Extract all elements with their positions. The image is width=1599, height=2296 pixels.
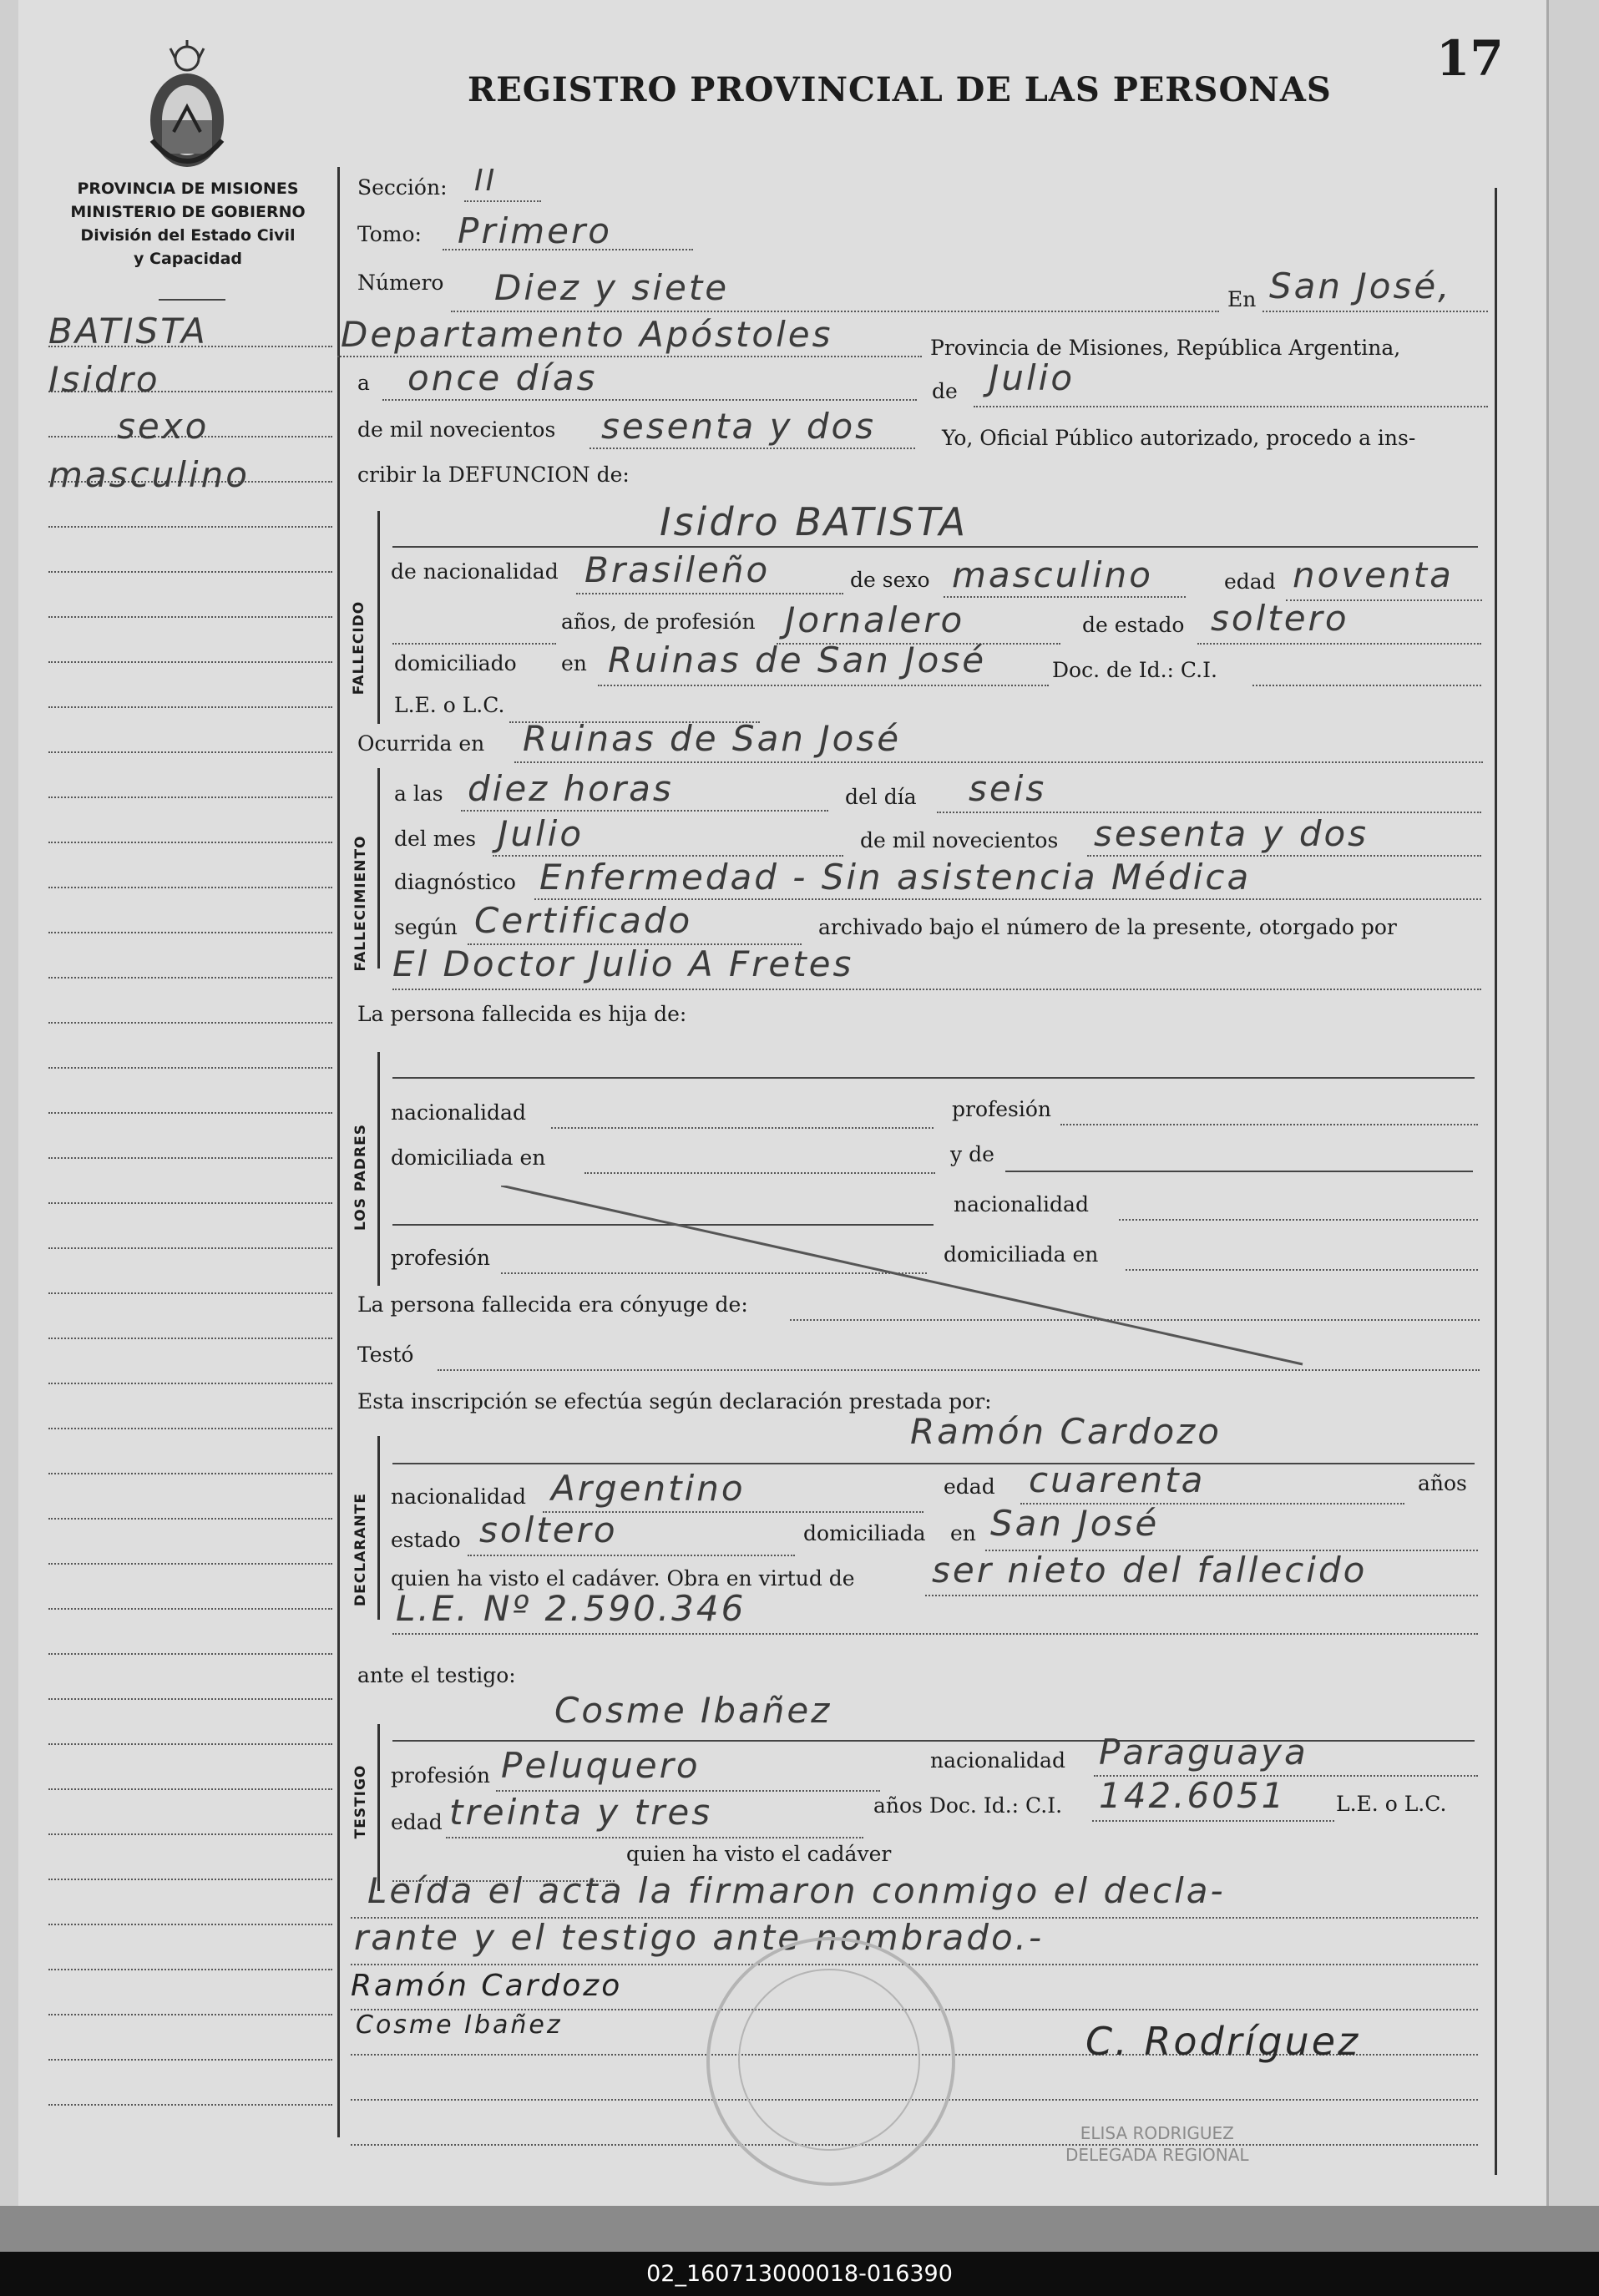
label-tomo: Tomo:: [357, 222, 422, 246]
cierre-line-2: [351, 1964, 1478, 1965]
stamp-name: ELISA RODRIGUEZ: [1080, 2123, 1234, 2143]
label-de: de: [932, 379, 958, 403]
issuer-block: [42, 177, 334, 271]
value-anio: sesenta y dos: [601, 406, 877, 447]
label-ante-testigo: ante el testigo:: [357, 1663, 516, 1687]
label-de-mil: de mil novecientos: [357, 417, 556, 442]
issuer-ministry: MINISTERIO DE GOBIERNO: [70, 203, 306, 221]
label-cribir: cribir la DEFUNCION de:: [357, 463, 630, 487]
margin-ruled-line: [48, 1833, 332, 1835]
label-padres-nacionalidad: nacionalidad: [391, 1100, 526, 1125]
padre-nacionalidad-line: [551, 1127, 934, 1129]
label-oficial: Yo, Oficial Público autorizado, procedo a ins-: [942, 426, 1416, 450]
margin-ruled-line: [48, 751, 332, 753]
signature-declarante: Ramón Cardozo: [351, 1969, 623, 2003]
label-fallecimiento: FALLECIMIENTO: [352, 835, 369, 972]
margin-ruled-line: [48, 2059, 332, 2061]
issuer-capacity: y Capacidad: [134, 250, 242, 268]
coat-of-arms-icon: [140, 40, 234, 174]
issuer-division: División del Estado Civil: [80, 226, 296, 245]
nombre-line: [392, 546, 1478, 548]
value-otorgado: El Doctor Julio A Fretes: [392, 943, 854, 984]
margin-ruled-line: [48, 1202, 332, 1204]
label-en: En: [1227, 287, 1257, 311]
margin-ruled-line: [48, 1653, 332, 1655]
label-testo: Testó: [357, 1343, 414, 1367]
issuer-underline: [159, 299, 225, 301]
declarante-bracket: [377, 1436, 380, 1620]
value-cierre-2: rante y el testigo ante nombrado.-: [354, 1917, 1045, 1958]
cancel-stroke: [501, 1186, 1319, 1378]
margin-ruled-line: [48, 616, 332, 618]
value-tomo: Primero: [458, 210, 612, 251]
label-del-mes: del mes: [394, 827, 477, 851]
label-madre-nacionalidad: nacionalidad: [954, 1192, 1089, 1216]
label-diagnostico: diagnóstico: [394, 870, 516, 894]
label-a: a: [357, 371, 370, 395]
label-archivado: archivado bajo el número de la presente, otorgado por: [818, 915, 1397, 939]
label-inscripcion: Esta inscripción se efectúa según declaración prestada por:: [357, 1389, 992, 1414]
t-edad-line: [446, 1837, 863, 1838]
label-de-sexo: de sexo: [850, 568, 930, 592]
estado-line: [1197, 643, 1481, 645]
numero-line: [451, 311, 1219, 312]
value-en-lugar: San José,: [1269, 266, 1452, 306]
label-madre-profesion: profesión: [391, 1246, 491, 1270]
label-decl-estado: estado: [391, 1528, 461, 1552]
label-t-nacionalidad: nacionalidad: [930, 1748, 1065, 1773]
margin-ruled-line: [48, 1788, 332, 1790]
label-a-las: a las: [394, 781, 443, 806]
label-ocurrida: Ocurrida en: [357, 731, 485, 756]
testigo-bracket: [377, 1724, 380, 1891]
seccion-line: [464, 200, 541, 202]
margin-ruled-line: [48, 661, 332, 663]
value-estado: soltero: [1211, 598, 1349, 639]
margin-ruled-line: [48, 1698, 332, 1700]
margin-separator: [337, 167, 340, 2137]
value-t-profesion: Peluquero: [501, 1745, 701, 1786]
margin-ruled-line: [48, 1022, 332, 1024]
value-decl-edad: cuarenta: [1029, 1459, 1206, 1500]
value-ocurrida: Ruinas de San José: [523, 718, 902, 759]
label-del-dia: del día: [845, 785, 917, 809]
margin-ruled-line: [48, 1924, 332, 1925]
label-madre-domiciliada: domiciliada en: [944, 1242, 1099, 1267]
value-cierre-1: Leída el acta la firmaron conmigo el decla-: [367, 1870, 1226, 1911]
label-t-anos-doc: años Doc. Id.: C.I.: [873, 1793, 1063, 1818]
margin-ruled-line: [48, 932, 332, 933]
value-dia: seis: [969, 768, 1047, 809]
margin-ruled-line: [48, 1067, 332, 1069]
hora-line: [461, 810, 828, 812]
margin-ruled-line: [48, 1563, 332, 1565]
value-departamento: Departamento Apóstoles: [341, 314, 833, 355]
margin-ruled-line: [48, 526, 332, 528]
margin-ruled-line: [48, 887, 332, 888]
label-cadaver: quien ha visto el cadáver. Obra en virtud de: [391, 1566, 855, 1591]
margin-ruled-line: [48, 571, 332, 573]
value-seccion: II: [474, 164, 498, 198]
margin-ruled-line: [48, 1338, 332, 1339]
label-declarante: DECLARANTE: [352, 1493, 369, 1606]
label-domiciliado: domiciliado: [394, 651, 517, 675]
margin-ruled-line: [48, 797, 332, 798]
label-numero: Número: [357, 271, 444, 295]
label-edad: edad: [1224, 569, 1276, 594]
margin-given-name: Isidro: [48, 359, 160, 400]
value-testigo: Cosme Ibañez: [554, 1690, 832, 1731]
official-seal-inner: [738, 1969, 920, 2151]
margin-ruled-line: [48, 2014, 332, 2015]
value-t-ci: 142.6051: [1099, 1775, 1287, 1816]
t-ci-line: [1092, 1820, 1334, 1822]
label-de-nacionalidad: de nacionalidad: [391, 559, 559, 584]
margin-sex-value: masculino: [48, 454, 250, 495]
value-decl-doc: L.E. Nº 2.590.346: [396, 1588, 746, 1629]
label-t-cadaver: quien ha visto el cadáver: [626, 1842, 892, 1866]
signature-testigo: Cosme Ibañez: [356, 2010, 563, 2040]
padre-domicilio-line: [584, 1172, 935, 1174]
page-number: 17: [1436, 30, 1504, 87]
decl-obra-line: [925, 1595, 1478, 1596]
value-dias: once días: [407, 357, 598, 398]
value-diagnostico: Enfermedad - Sin asistencia Médica: [539, 857, 1252, 898]
label-decl-en: en: [950, 1521, 976, 1545]
margin-ruled-line: [48, 1743, 332, 1745]
margin-ruled-line: [48, 1428, 332, 1429]
value-nombre: Isidro BATISTA: [660, 499, 969, 544]
right-border: [1495, 188, 1497, 2175]
margin-ruled-line: [48, 1969, 332, 1970]
fallecimiento-bracket: [377, 768, 380, 968]
label-t-edad: edad: [391, 1810, 443, 1834]
label-anos-profesion: años, de profesión: [561, 609, 756, 634]
label-conyuge: La persona fallecida era cónyuge de:: [357, 1292, 748, 1317]
issuer-province: PROVINCIA DE MISIONES: [77, 180, 299, 198]
padre-nombre-line: [392, 1077, 1475, 1079]
value-numero: Diez y siete: [494, 267, 730, 308]
value-mes: Julio: [989, 357, 1075, 398]
label-provincia: Provincia de Misiones, República Argentina,: [930, 336, 1401, 360]
margin-ruled-line: [48, 1473, 332, 1474]
margin-ruled-line: [48, 1383, 332, 1384]
value-decl-domicilio: San José: [990, 1503, 1160, 1544]
en-line: [1263, 311, 1488, 312]
value-decl-obra: ser nieto del fallecido: [932, 1550, 1368, 1591]
page-bottom-edge: [0, 2206, 1599, 2252]
margin-ruled-line: [48, 1157, 332, 1159]
fallecido-bracket: [377, 511, 380, 724]
label-de-mil-fallec: de mil novecientos: [860, 828, 1059, 852]
value-edad: noventa: [1293, 554, 1454, 595]
margin-ruled-line: [48, 1292, 332, 1294]
padre-profesion-line: [1060, 1124, 1478, 1125]
label-decl-anos: años: [1418, 1471, 1467, 1495]
doc-id-line: [1252, 685, 1481, 686]
signature-oficial: C. Rodríguez: [1085, 2019, 1361, 2064]
label-decl-domiciliada: domiciliada: [803, 1521, 926, 1545]
margin-ruled-line: [48, 1608, 332, 1610]
label-t-le-lc: L.E. o L.C.: [1336, 1792, 1447, 1816]
stamp-text: [1065, 2122, 1249, 2166]
decl-doc-line: [392, 1633, 1478, 1635]
testigo-nombre-line: [392, 1740, 1475, 1742]
value-anio-fallec: sesenta y dos: [1094, 813, 1369, 854]
margin-surname: BATISTA: [48, 311, 208, 351]
nacionalidad-line: [576, 593, 843, 594]
anos-line: [392, 643, 556, 645]
declarante-nombre-line: [392, 1463, 1475, 1464]
value-mes-fallec: Julio: [498, 813, 584, 854]
label-en-domicilio: en: [561, 651, 587, 675]
value-decl-estado: soltero: [479, 1510, 618, 1550]
padres-bracket: [377, 1052, 380, 1286]
margin-ruled-line: [48, 842, 332, 843]
value-decl-nacionalidad: Argentino: [551, 1468, 746, 1509]
value-nacionalidad: Brasileño: [584, 549, 771, 590]
label-fallecido: FALLECIDO: [351, 600, 367, 695]
label-testigo: TESTIGO: [352, 1764, 369, 1839]
document-id-footer: 02_160713000018-016390: [0, 2252, 1599, 2296]
value-domicilio: Ruinas de San José: [608, 640, 987, 680]
margin-ruled-line: [48, 1247, 332, 1249]
margin-sex-label: sexo: [117, 406, 210, 447]
domicilio-line: [598, 685, 1049, 686]
dias-line: [382, 399, 917, 401]
value-segun: Certificado: [474, 900, 693, 941]
value-profesion: Jornalero: [785, 599, 965, 640]
sexo-line: [944, 596, 1186, 598]
value-t-edad: treinta y tres: [449, 1792, 713, 1833]
label-segun: según: [394, 915, 458, 939]
value-hora: diez horas: [468, 768, 674, 809]
ocurrida-line: [514, 761, 1483, 763]
margin-ruled-line: [48, 977, 332, 979]
label-padres-domiciliada: domiciliada en: [391, 1145, 546, 1170]
label-padres: LOS PADRES: [352, 1124, 369, 1231]
value-declarante: Ramón Cardozo: [910, 1411, 1222, 1452]
margin-ruled-line: [48, 706, 332, 708]
madre-nombre-line: [1005, 1171, 1473, 1172]
otorgado-line: [392, 989, 1481, 990]
label-de-estado: de estado: [1082, 613, 1185, 637]
label-hija-de: La persona fallecida es hija de:: [357, 1002, 687, 1026]
label-seccion: Sección:: [357, 175, 448, 200]
margin-ruled-line: [48, 1879, 332, 1880]
value-t-nacionalidad: Paraguaya: [1099, 1732, 1308, 1773]
mes-line: [974, 406, 1488, 407]
label-le-lc: L.E. o L.C.: [394, 693, 505, 717]
anio-line: [590, 448, 915, 449]
margin-ruled-line: [48, 1112, 332, 1114]
value-sexo: masculino: [952, 554, 1153, 595]
label-doc-id: Doc. de Id.: C.I.: [1052, 658, 1217, 682]
margin-ruled-line: [48, 2104, 332, 2106]
label-t-profesion: profesión: [391, 1763, 491, 1788]
margin-ruled-line: [48, 1518, 332, 1520]
decl-estado-line: [468, 1555, 795, 1556]
registry-title: REGISTRO PROVINCIAL DE LAS PERSONAS: [468, 70, 1332, 109]
label-y-de: y de: [950, 1142, 994, 1166]
label-padres-profesion: profesión: [952, 1097, 1052, 1121]
stamp-role: DELEGADA REGIONAL: [1065, 2145, 1249, 2165]
label-decl-edad: edad: [944, 1474, 995, 1499]
label-decl-nacionalidad: nacionalidad: [391, 1484, 526, 1509]
